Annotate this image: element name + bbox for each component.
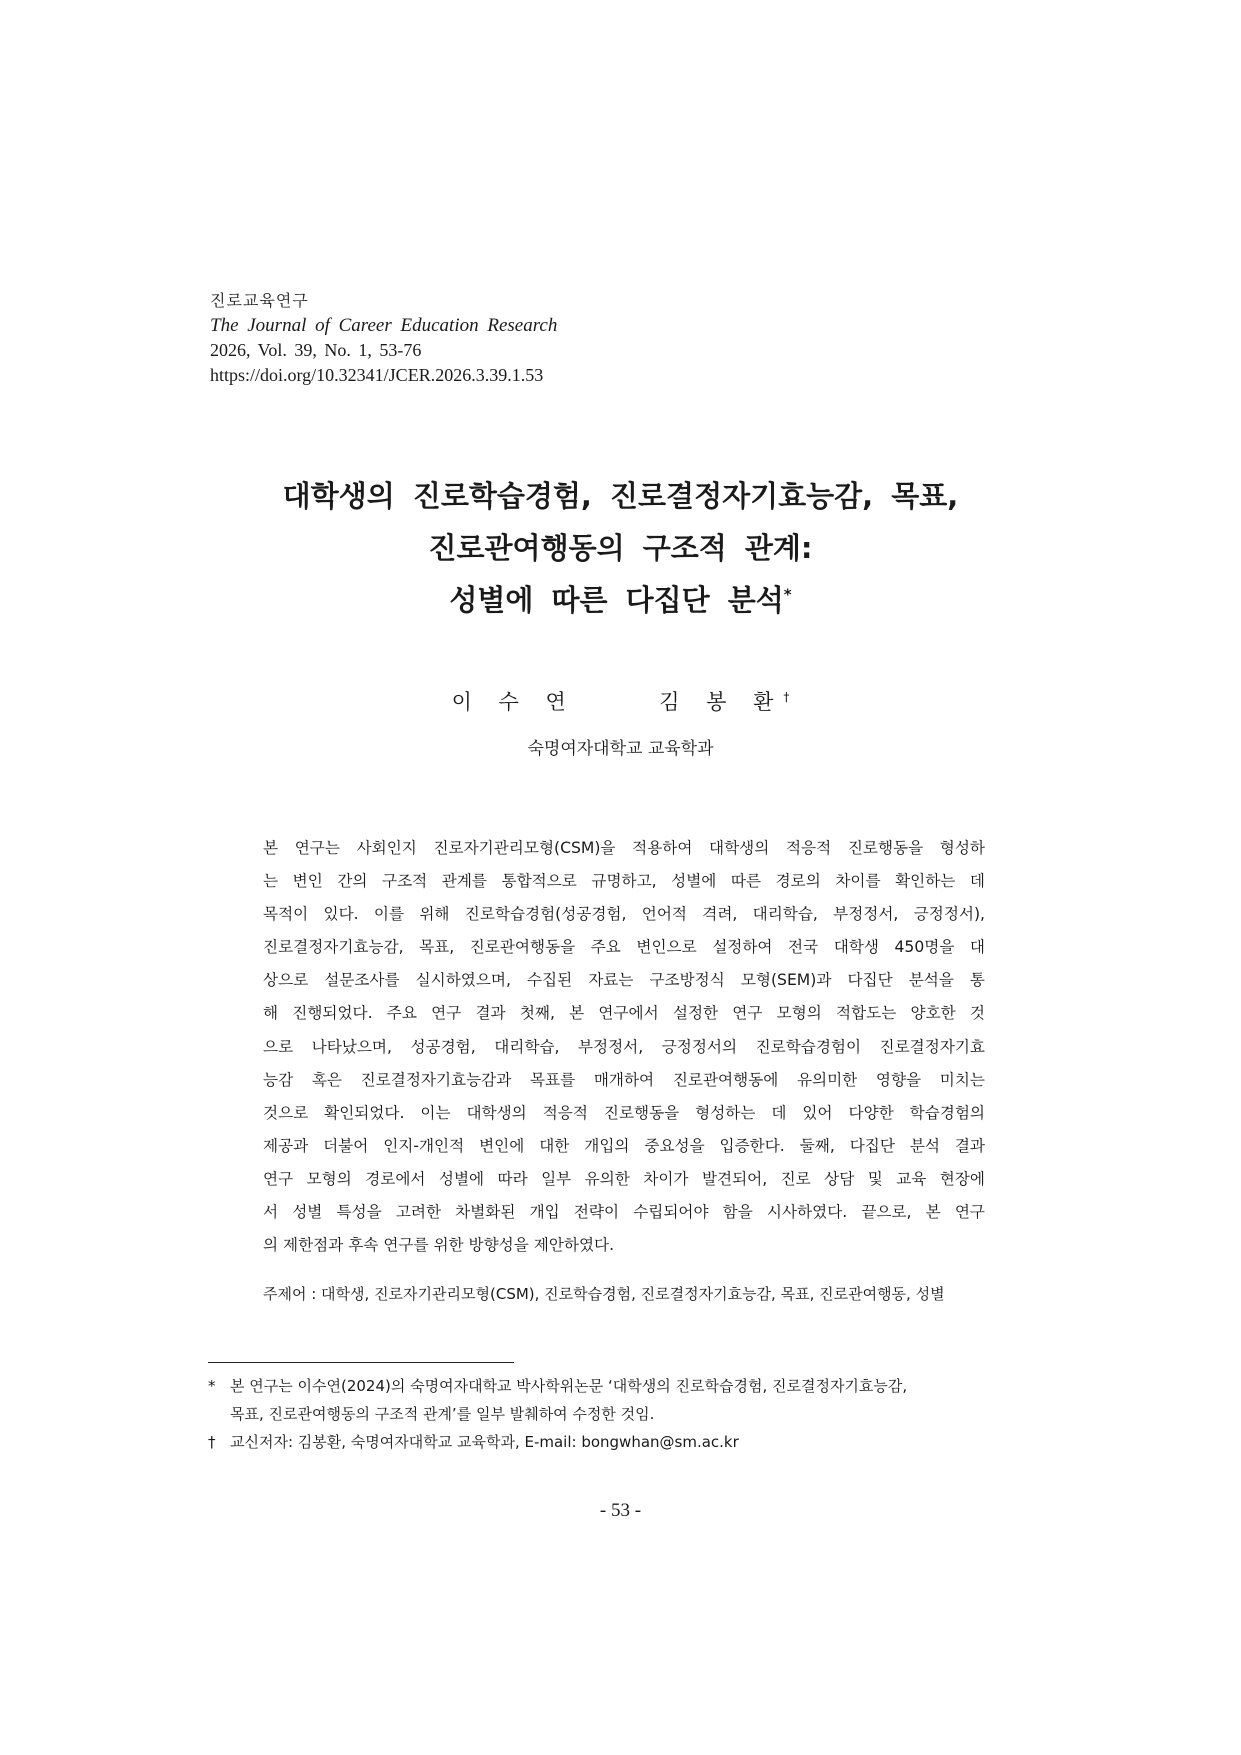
abstract-line: 제공과 더불어 인지-개인적 변인에 대한 개입의 중요성을 입증한다. 둘째, 다집단 분석 결과 (263, 1136, 985, 1155)
title-line-1: 대학생의 진로학습경험, 진로결정자기효능감, 목표, (282, 479, 959, 513)
footnote-1-line-1: 본 연구는 이수연(2024)의 숙명여자대학교 박사학위논문 ‘대학생의 진로학습경험, 진로결정자기효능감, (230, 1377, 908, 1395)
corresponding-author-mark: † (783, 690, 790, 704)
footnote-1 (208, 1372, 1038, 1428)
author-second (659, 686, 789, 716)
abstract-line: 으로 나타났으며, 성공경험, 대리학습, 부정정서, 긍정정서의 진로학습경험이 진로결정자기효 (263, 1037, 985, 1056)
keywords: 주제어 : 대학생, 진로자기관리모형(CSM), 진로학습경험, 진로결정자기효능감, 목표, 진로관여행동, 성별 (263, 1285, 945, 1303)
title-line-3 (0, 574, 1241, 626)
abstract-line: 목적이 있다. 이를 위해 진로학습경험(성공경험, 언어적 격려, 대리학습, 부정정서, 긍정정서), (263, 905, 985, 924)
footnote-1-mark: * (208, 1377, 216, 1395)
footnote-1-line-2: 목표, 진로관여행동의 구조적 관계’를 일부 발췌하여 수정한 것임. (230, 1405, 655, 1423)
doi-link[interactable]: https://doi.org/10.32341/JCER.2026.3.39.1.53 (210, 365, 544, 385)
title-line-2: 진로관여행동의 구조적 관계: (428, 531, 813, 565)
abstract-line: 것으로 확인되었다. 이는 대학생의 적응적 진로행동을 형성하는 데 있어 다양한 학습경험의 (263, 1103, 985, 1122)
page-number: - 53 - (599, 1500, 642, 1521)
author-second-name: 김 봉 환 (659, 690, 784, 714)
journal-header (210, 288, 557, 388)
footnote-2-mark: † (208, 1433, 216, 1451)
abstract-line: 해 진행되었다. 주요 연구 결과 첫째, 본 연구에서 설정한 연구 모형의 적합도는 양호한 것 (263, 1004, 985, 1023)
abstract-line: 의 제한점과 후속 연구를 위한 방향성을 제안하였다. (263, 1236, 615, 1255)
footnotes (208, 1372, 1038, 1456)
title-line-3-text: 성별에 따른 다집단 분석 (449, 583, 784, 617)
affiliation: 숙명여자대학교 교육학과 (527, 739, 714, 759)
abstract (263, 832, 985, 1262)
abstract-line: 연구 모형의 경로에서 성별에 따라 일부 유의한 차이가 발견되어, 진로 상담 및 교육 현장에 (263, 1169, 985, 1188)
paper-title (0, 470, 1241, 626)
title-footnote-mark: * (783, 585, 792, 604)
abstract-line: 능감 혹은 진로결정자기효능감과 목표를 매개하여 진로관여행동에 유의미한 영향을 미치는 (263, 1070, 985, 1089)
footnote-divider (208, 1362, 514, 1363)
abstract-line: 진로결정자기효능감, 목표, 진로관여행동을 주요 변인으로 설정하여 전국 대학생 450명을 대 (263, 938, 985, 957)
author-first: 이 수 연 (451, 690, 576, 714)
author-list (0, 686, 1241, 716)
journal-name-korean: 진로교육연구 (210, 291, 309, 310)
abstract-line: 는 변인 간의 구조적 관계를 통합적으로 규명하고, 성별에 따른 경로의 차이를 확인하는 데 (263, 872, 985, 891)
footnote-2 (208, 1428, 1038, 1456)
footnote-2-line-1: 교신저자: 김봉환, 숙명여자대학교 교육학과, E-mail: bongwhan@sm.ac.kr (230, 1433, 739, 1451)
abstract-line: 본 연구는 사회인지 진로자기관리모형(CSM)을 적용하여 대학생의 적응적 진로행동을 형성하 (263, 839, 985, 857)
volume-info: 2026, Vol. 39, No. 1, 53-76 (210, 340, 422, 360)
abstract-line: 상으로 설문조사를 실시하였으며, 수집된 자료는 구조방정식 모형(SEM)과 다집단 분석을 통 (263, 971, 985, 990)
abstract-line: 서 성별 특성을 고려한 차별화된 개입 전략이 수립되어야 함을 시사하였다. 끝으로, 본 연구 (263, 1203, 985, 1222)
journal-name-english: The Journal of Career Education Research (210, 315, 558, 336)
